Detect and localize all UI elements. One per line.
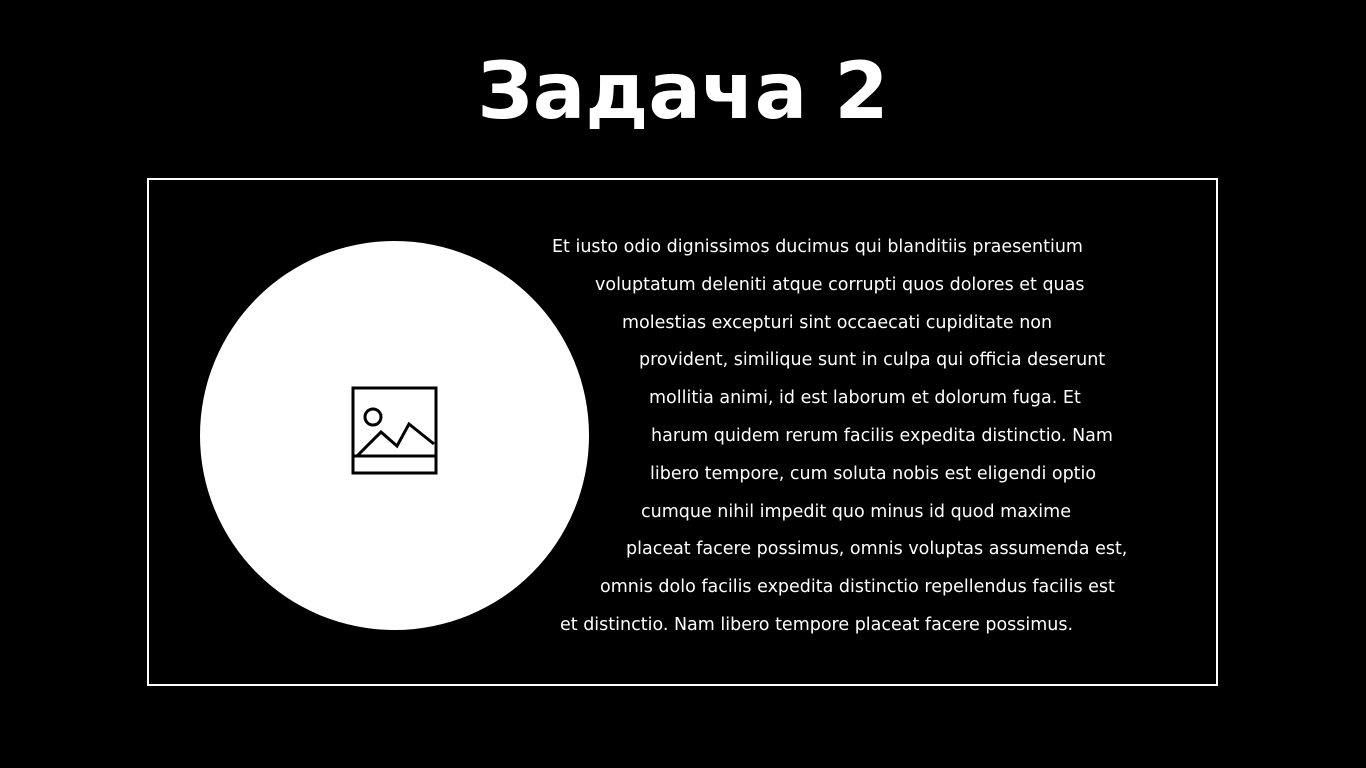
image-placeholder-icon[interactable]: [351, 386, 438, 475]
body-line: mollitia animi, id est laborum et dolorum fuga. Et: [649, 388, 1081, 409]
body-line: cumque nihil impedit quo minus id quod maxime: [641, 501, 1071, 522]
body-paragraph: [548, 229, 1168, 645]
body-line: harum quidem rerum facilis expedita distinctio. Nam: [651, 425, 1113, 446]
body-line: molestias excepturi sint occaecati cupiditate non: [622, 312, 1053, 333]
body-line: Et iusto odio dignissimos ducimus qui blanditiis praesentium: [552, 237, 1083, 257]
body-line: placeat facere possimus, omnis voluptas assumenda est,: [626, 539, 1128, 560]
body-line: voluptatum deleniti atque corrupti quos dolores et quas: [595, 274, 1085, 295]
body-line: libero tempore, cum soluta nobis est eligendi optio: [650, 463, 1097, 484]
body-line: et distinctio. Nam libero tempore placeat facere possimus.: [560, 614, 1074, 635]
slide-title: Задача 2: [477, 47, 889, 137]
body-line: omnis dolo facilis expedita distinctio repellendus facilis est: [600, 577, 1115, 598]
body-line: provident, similique sunt in culpa qui officia deserunt: [639, 350, 1106, 371]
